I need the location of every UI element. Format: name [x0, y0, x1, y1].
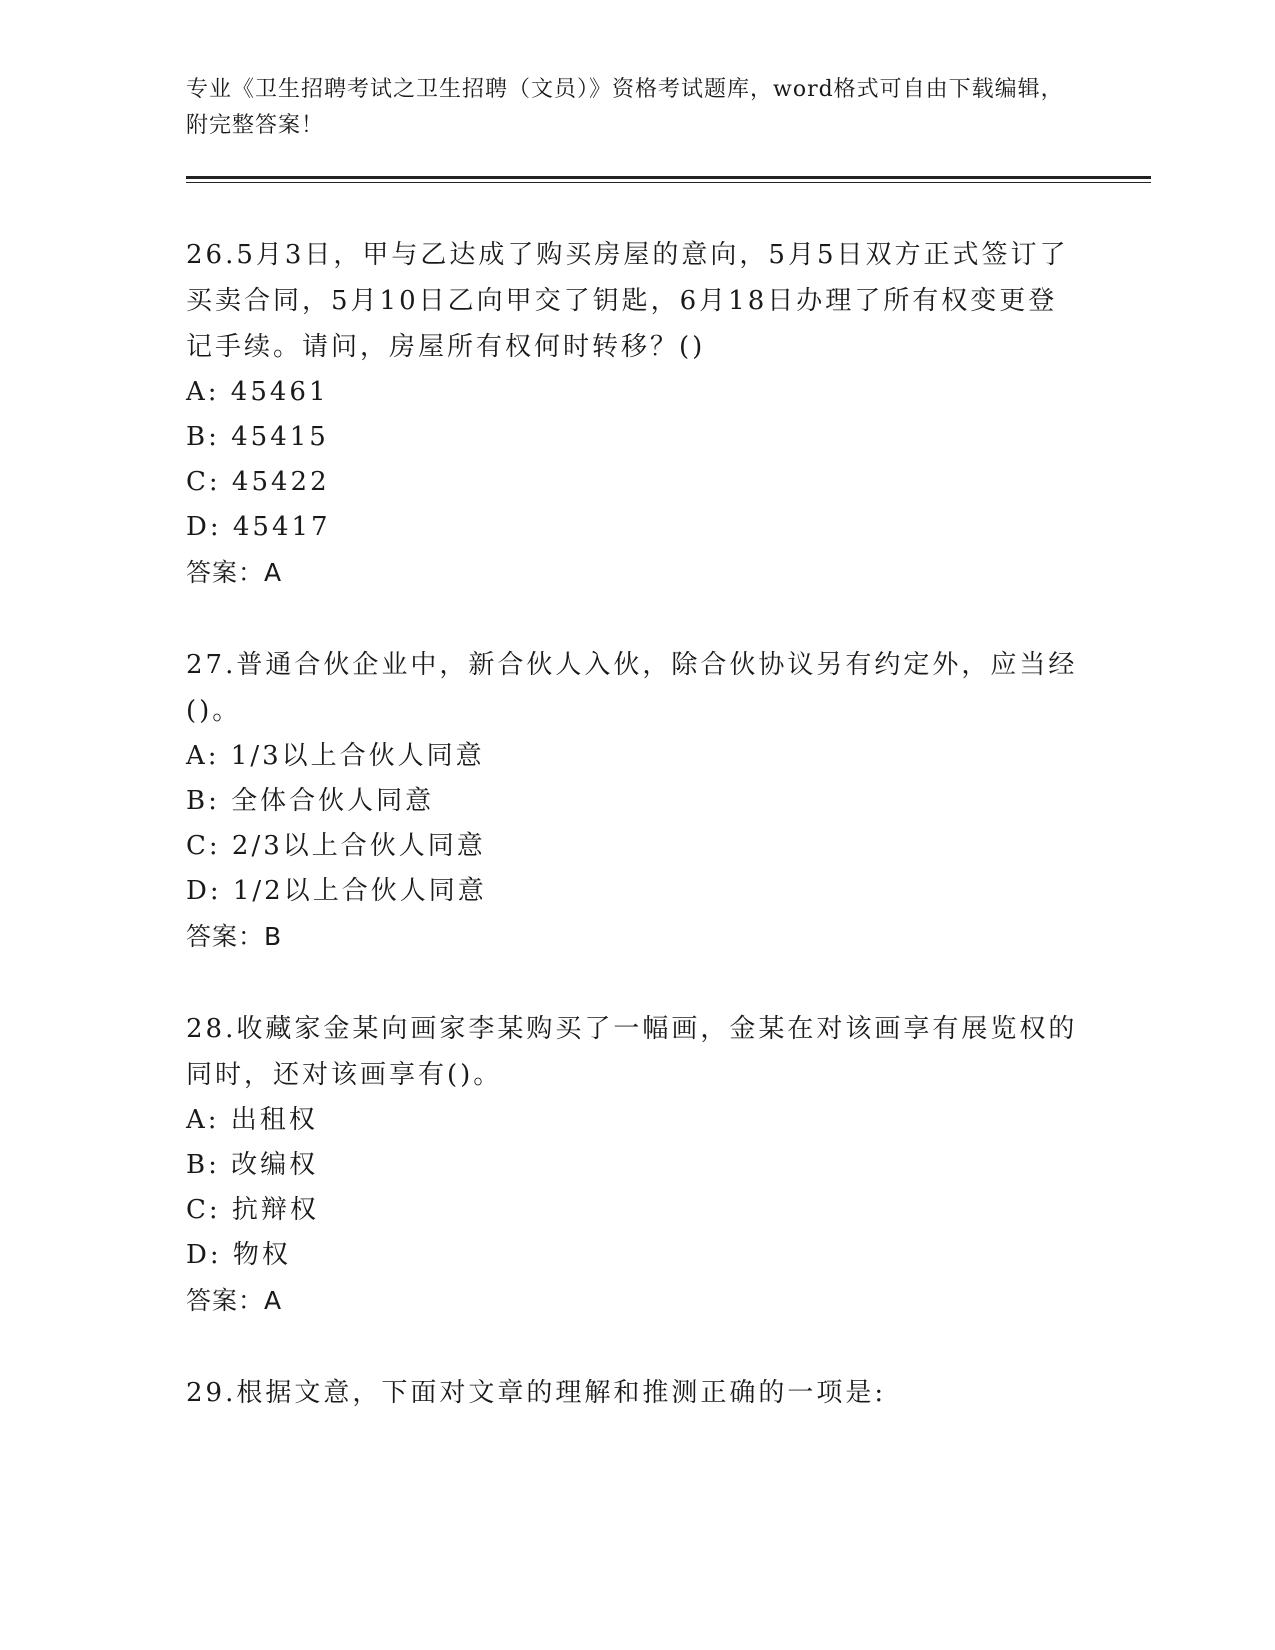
question-gap [186, 595, 1086, 642]
option-a: A: 出租权 [186, 1105, 318, 1135]
option-a: A: 1/3以上合伙人同意 [186, 741, 485, 771]
option-b: B: 45415 [186, 422, 329, 452]
question-28 [186, 1006, 1086, 1323]
question-stem: 27.普通合伙企业中，新合伙人入伙，除合伙协议另有约定外，应当经()。 [186, 650, 1078, 726]
question-list [186, 232, 1086, 1416]
question-stem: 26.5月3日，甲与乙达成了购买房屋的意向，5月5日双方正式签订了买卖合同，5月10日乙向甲交了钥匙，6月18日办理了所有权变更登记手续。请问，房屋所有权何时转移？() [186, 240, 1069, 362]
question-29 [186, 1370, 1086, 1416]
option-c: C: 45422 [186, 467, 330, 497]
option-c: C: 2/3以上合伙人同意 [186, 831, 486, 861]
header-divider-thick [186, 176, 1151, 179]
option-d: D: 物权 [186, 1240, 291, 1270]
answer: 答案：B [186, 922, 283, 951]
question-stem: 28.收藏家金某向画家李某购买了一幅画，金某在对该画享有展览权的同时，还对该画享有()。 [186, 1014, 1078, 1090]
answer: 答案：A [186, 1286, 283, 1315]
option-b: B: 改编权 [186, 1150, 319, 1180]
question-26 [186, 232, 1086, 595]
header-divider-thin [186, 182, 1151, 183]
option-d: D: 1/2以上合伙人同意 [186, 876, 487, 906]
question-gap [186, 959, 1086, 1006]
option-c: C: 抗辩权 [186, 1195, 319, 1225]
answer: 答案：A [186, 558, 283, 587]
question-stem: 29.根据文意，下面对文章的理解和推测正确的一项是: [186, 1378, 887, 1408]
question-27 [186, 642, 1086, 959]
question-gap [186, 1323, 1086, 1370]
option-b: B: 全体合伙人同意 [186, 786, 435, 816]
document-header: 专业《卫生招聘考试之卫生招聘（文员）》资格考试题库，word格式可自由下载编辑，附完整答案！ [186, 77, 1064, 138]
option-a: A: 45461 [186, 377, 329, 407]
option-d: D: 45417 [186, 512, 331, 542]
